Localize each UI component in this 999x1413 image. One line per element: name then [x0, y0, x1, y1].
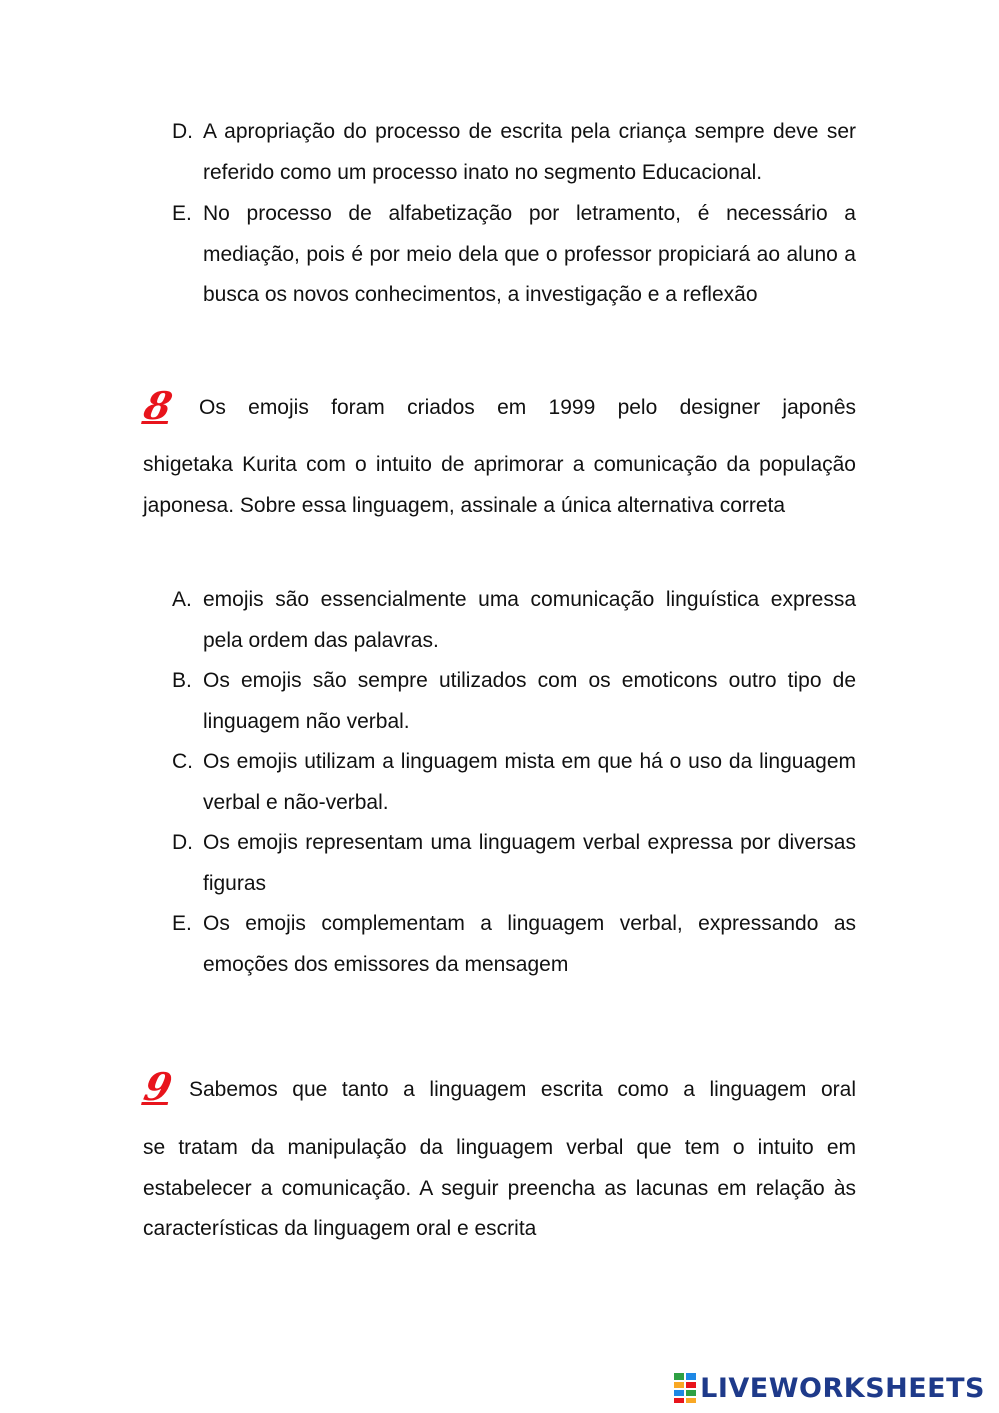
question-number-9: 9: [140, 1064, 177, 1109]
question-number-8: 8: [140, 383, 177, 428]
option-text: No processo de alfabetização por letramento, é necessário a mediação, pois é por meio dela que o professor propiciará ao aluno a busca os novos conhecimentos, a investigação e a reflexão: [203, 202, 856, 306]
q8-option-b: [172, 661, 856, 742]
brand-name: LIVEWORKSHEETS: [700, 1372, 985, 1404]
option-text: Os emojis complementam a linguagem verbal, expressando as emoções dos emissores da mensagem: [203, 912, 856, 976]
option-letter: E.: [172, 912, 192, 935]
question-9-first-line: Sabemos que tanto a linguagem escrita como a linguagem oral: [189, 1078, 856, 1101]
question-9-body: se tratam da manipulação da linguagem verbal que tem o intuito em estabelecer a comunicação. A seguir preencha as lacunas em relação às características da linguagem oral e escrita: [143, 1136, 856, 1240]
option-text: emojis são essencialmente uma comunicação linguística expressa pela ordem das palavras.: [203, 588, 856, 652]
option-letter: D.: [172, 120, 193, 143]
option-letter: B.: [172, 669, 192, 692]
option-letter: C.: [172, 750, 193, 773]
option-letter: E.: [172, 202, 192, 225]
question-8-body: shigetaka Kurita com o intuito de aprimorar a comunicação da população japonesa. Sobre essa linguagem, assinale a única alternativa correta: [143, 453, 856, 517]
option-letter: D.: [172, 831, 193, 854]
liveworksheets-mark-icon: [674, 1373, 696, 1403]
option-d-prev: [172, 112, 856, 193]
option-text: Os emojis são sempre utilizados com os emoticons outro tipo de linguagem não verbal.: [203, 669, 856, 733]
option-text: A apropriação do processo de escrita pela criança sempre deve ser referido como um processo inato no segmento Educacional.: [203, 120, 856, 184]
option-letter: A.: [172, 588, 192, 611]
q8-option-a: [172, 580, 856, 661]
option-e-prev: [172, 194, 856, 316]
option-text: Os emojis representam uma linguagem verbal expressa por diversas figuras: [203, 831, 856, 895]
liveworksheets-logo[interactable]: [674, 1371, 985, 1405]
q8-option-c: [172, 742, 856, 823]
q8-option-e: [172, 904, 856, 985]
question-8-first-line: Os emojis foram criados em 1999 pelo designer japonês: [199, 396, 856, 419]
option-text: Os emojis utilizam a linguagem mista em que há o uso da linguagem verbal e não-verbal.: [203, 750, 856, 814]
q8-option-d: [172, 823, 856, 904]
